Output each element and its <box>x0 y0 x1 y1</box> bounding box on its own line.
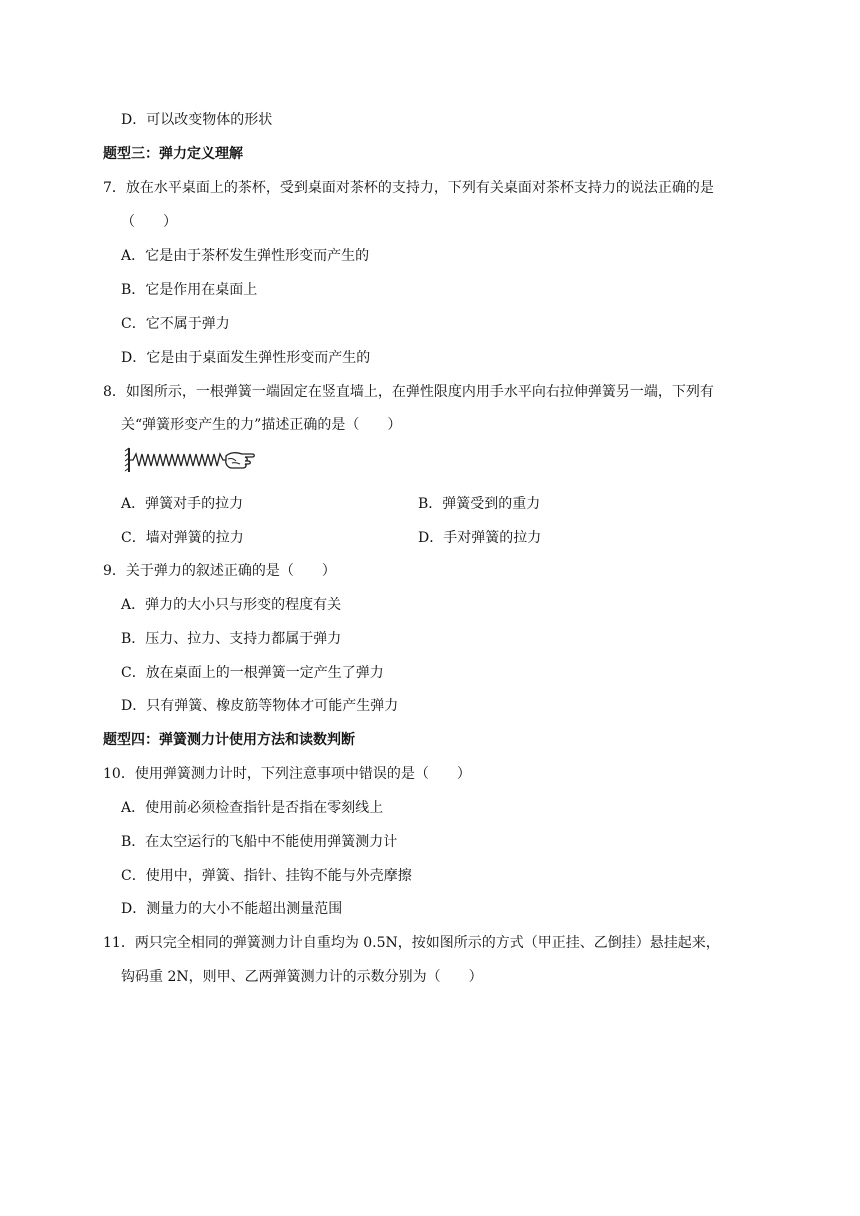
q9-option-d[interactable]: D．只有弹簧、橡皮筋等物体才可能产生弹力 <box>121 698 399 714</box>
q7-option-d[interactable]: D．它是由于桌面发生弹性形变而产生的 <box>121 350 371 366</box>
q8-option-c[interactable]: C．墙对弹簧的拉力 <box>121 530 244 546</box>
q7-option-a[interactable]: A．它是由于茶杯发生弹性形变而产生的 <box>121 248 370 264</box>
q9-option-a[interactable]: A．弹力的大小只与形变的程度有关 <box>121 597 342 613</box>
spring-figure-svg <box>124 446 258 474</box>
q10-option-c[interactable]: C．使用中，弹簧、指针、挂钩不能与外壳摩擦 <box>121 868 412 884</box>
q9-option-c[interactable]: C．放在桌面上的一根弹簧一定产生了弹力 <box>121 665 384 681</box>
section4-heading: 题型四：弹簧测力计使用方法和读数判断 <box>103 732 355 748</box>
q8-option-a[interactable]: A．弹簧对手的拉力 <box>121 496 244 512</box>
q9-option-b[interactable]: B．压力、拉力、支持力都属于弹力 <box>121 631 342 647</box>
q6-option-d[interactable]: D．可以改变物体的形状 <box>121 112 273 128</box>
q10-option-d[interactable]: D．测量力的大小不能超出测量范围 <box>121 901 343 917</box>
spring-coil <box>129 454 228 466</box>
q10-option-a[interactable]: A．使用前必须检查指针是否指在零刻线上 <box>121 800 384 816</box>
q8-stem-line1: 8．如图所示，一根弹簧一端固定在竖直墙上，在弹性限度内用手水平向右拉伸弹簧另一端，下列有 <box>103 384 714 400</box>
q8-stem-line2: 关“弹簧形变产生的力”描述正确的是（ ） <box>121 417 402 433</box>
q10-stem: 10．使用弹簧测力计时，下列注意事项中错误的是（ ） <box>103 766 471 782</box>
q7-stem-line2: （ ） <box>121 214 177 230</box>
section3-heading: 题型三：弹力定义理解 <box>103 146 243 162</box>
q9-stem: 9．关于弹力的叙述正确的是（ ） <box>103 563 336 579</box>
q7-stem-line1: 7．放在水平桌面上的茶杯，受到桌面对茶杯的支持力，下列有关桌面对茶杯支持力的说法正确的是 <box>103 180 714 196</box>
q11-stem-line2: 钩码重 2N，则甲、乙两弹簧测力计的示数分别为（ ） <box>121 969 483 985</box>
q11-stem-line1: 11．两只完全相同的弹簧测力计自重均为 0.5N，按如图所示的方式（甲正挂、乙倒挂）悬挂起来， <box>103 935 720 951</box>
q10-option-b[interactable]: B．在太空运行的飞船中不能使用弹簧测力计 <box>121 834 398 850</box>
q7-option-b[interactable]: B．它是作用在桌面上 <box>121 282 258 298</box>
spring-wall-hand-figure <box>124 446 258 474</box>
hand-shape <box>226 453 254 468</box>
q8-option-d[interactable]: D．手对弹簧的拉力 <box>418 530 542 546</box>
q7-option-c[interactable]: C．它不属于弹力 <box>121 316 230 332</box>
q8-option-b[interactable]: B．弹簧受到的重力 <box>418 496 541 512</box>
